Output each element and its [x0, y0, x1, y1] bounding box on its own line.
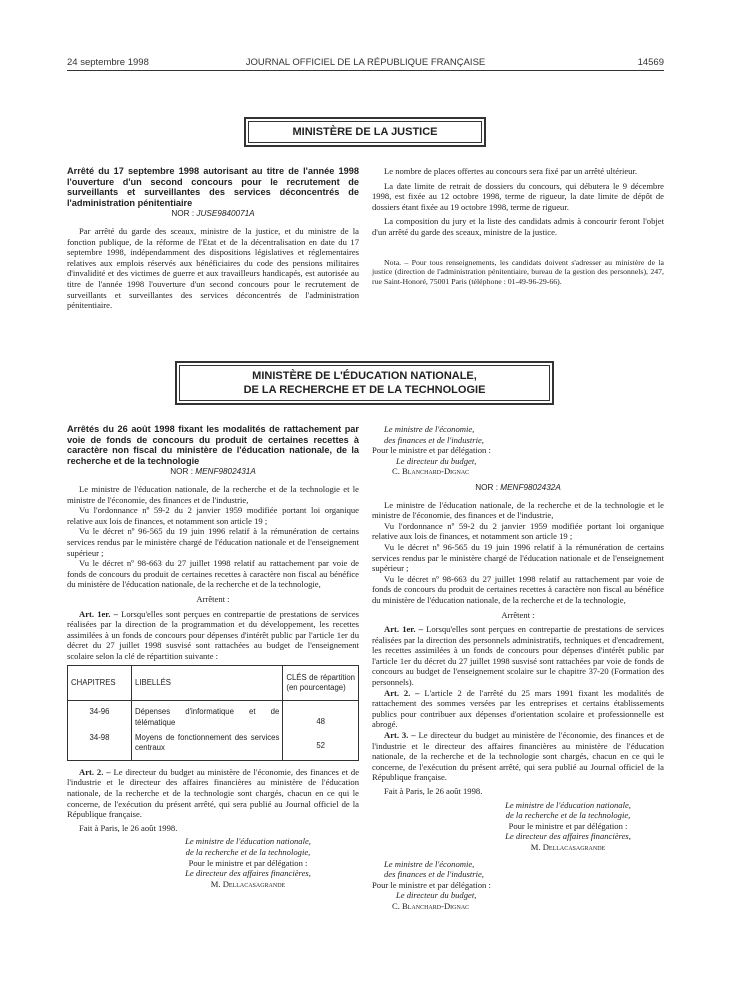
table-row: 34-96 Dépenses d'informatique et de télématique 48	[68, 701, 359, 731]
repartition-table	[67, 665, 359, 760]
justice-left-column	[67, 166, 359, 311]
education2-signature-block-2: Le ministre de l'économie, des finances et de l'industrie, Pour le ministre et par délégation : Le directeur du budget, C. Blanchard-Dignac	[372, 858, 491, 911]
justice-paragraph: La date limite de retrait de dossiers du concours, qui débutera le 9 décembre 1998, est fixée au 12 octobre 1998, terme de rigueur, la date limite de dépôt de dossiers étant fixée au 19 octobre 1998, terme de rigueur.	[372, 180, 664, 212]
education2-article-1: Art. 1er. – Lorsqu'elles sont perçues en contrepartie de prestations de services réalisées par la direction des personnels administratifs, techniques et d'encadrement, les recettes assimilées à un fonds de concours pour dépenses d'intérêt public par l'article 1er du décret du 27 juillet 1998 susvisé sont rattachées par voie de fonds de concours au budget de l'enseignement scolaire sur le chapitre 37-20 (Formation des personnels).	[372, 624, 664, 688]
header-journal: JOURNAL OFFICIEL DE LA RÉPUBLIQUE FRANÇAISE	[245, 57, 486, 68]
table-header-cles: CLÉS de répartition (en pourcentage)	[283, 666, 359, 701]
ministry-education-heading-line2: DE LA RECHERCHE ET DE LA TECHNOLOGIE	[243, 384, 486, 396]
education-paragraph: Vu le décret nº 98-663 du 27 juillet 1998 relatif au rattachement par voie de fonds de concours du produit de certaines recettes à caractère non fiscal au bénéfice du ministère de l'éducation nationale, de la recherche et de la technologie,	[372, 573, 664, 605]
ministry-justice-heading: MINISTÈRE DE LA JUSTICE	[248, 121, 482, 143]
justice-right-column	[372, 166, 664, 287]
education-arretent: Arrêtent :	[196, 593, 230, 604]
education-article-2: Art. 2. – Le directeur du budget au ministère de l'économie, des finances et de l'industrie et le directeur des affaires financières au ministère de l'éducation nationale, de la recherche et de la technologie sont chargés, chacun en ce qui le concerne, de l'exécution du présent arrêté, qui sera publié au Journal officiel de la République française.	[67, 766, 360, 820]
education-signature-block-1: Le ministre de l'éducation nationale, de la recherche et de la technologie, Pour le ministre et par délégation : Le directeur des affaires financières, M. Dellacasagrande	[185, 836, 311, 889]
education-right-column	[372, 424, 664, 912]
education-paragraph: Vu le décret nº 96-565 du 19 juin 1996 relatif à la rémunération de certains services rendus par le ministère chargé de l'éducation nationale et de l'enseignement supérieur ;	[372, 541, 664, 574]
table-header-libelles: LIBELLÉS	[132, 666, 283, 701]
ministry-education-heading-line1: MINISTÈRE DE L'ÉDUCATION NATIONALE,	[252, 370, 477, 382]
justice-paragraph: Le nombre de places offertes au concours sera fixé par un arrêté ultérieur.	[384, 166, 637, 176]
justice-paragraph: Par arrêté du garde des sceaux, ministre de la justice, et du ministre de la fonction publique, de la réforme de l'Etat et de la décentralisation en date du 17 septembre 1998, indépendamment des dispositions législatives et réglementaires relatives aux emplois réservés aux bénéficiaires du code des pensions militaires d'invalidité et des victimes de guerre et aux travailleurs handicapés, est autorisée au titre de l'année 1998 l'ouverture d'un second concours pour le recrutement de surveillants et surveillantes des services déconcentrés de l'administration pénitentiaire.	[67, 225, 359, 311]
justice-nor: NOR : JUSE9840071A	[171, 209, 255, 219]
education-left-column	[67, 424, 359, 889]
education-paragraph: Vu le décret nº 98-663 du 27 juillet 1998 relatif au rattachement par voie de fonds de concours du produit de certaines recettes à caractère non fiscal au bénéfice du ministère de l'éducation nationale, de la recherche et de la technologie,	[67, 558, 359, 590]
education-paragraph: Vu le décret nº 96-565 du 19 juin 1996 relatif à la rémunération de certains services rendus par le ministère chargé de l'éducation nationale et de l'enseignement supérieur ;	[67, 526, 359, 558]
header-page-number: 14569	[637, 57, 664, 68]
education-signature-block-2: Le ministre de l'économie, des finances et de l'industrie, Pour le ministre et par délégation : Le directeur du budget, C. Blanchard-Dignac	[372, 424, 491, 477]
education-paragraph: Vu l'ordonnance nº 59-2 du 2 janvier 1959 modifiée portant loi organique relative aux lois de finances, et notamment son article 19 ;	[67, 505, 359, 526]
header-date: 24 septembre 1998	[67, 57, 149, 68]
justice-nota: Nota. – Pour tous renseignements, les candidats doivent s'adresser au ministère de la justice (direction de l'administration pénitentiaire, bureau de la gestion des personnels), 247, rue Saint-Honoré, 75001 Paris (téléphone : 01-49-96-29-66).	[372, 257, 664, 287]
education-article-1: Art. 1er. – Lorsqu'elles sont perçues en contrepartie de prestations de services réalisées par la direction de la programmation et du développement, les recettes assimilées à un fonds de concours pour dépenses d'intérêt public par l'article 1er du décret du 27 juillet 1998 susvisé sont rattachées au budget de l'enseignement scolaire selon la clé de répartition suivante :	[67, 608, 359, 661]
education-fait-a-paris: Fait à Paris, le 26 août 1998.	[79, 822, 178, 833]
education-nor-1: NOR : MENF9802431A	[170, 467, 256, 477]
education-arretent-2: Arrêtent :	[501, 609, 535, 620]
justice-paragraph: La composition du jury et la liste des candidats admis à concourir feront l'objet d'un arrêté du garde des sceaux, ministre de la justice.	[372, 216, 664, 237]
ministry-education-box	[175, 361, 554, 405]
table-row: 34-98 Moyens de fonctionnement des services centraux 52	[68, 731, 359, 761]
education-paragraph: Le ministre de l'éducation nationale, de la recherche et de la technologie et le ministre de l'économie, des finances et de l'industrie,	[67, 483, 359, 505]
education2-signature-block-1: Le ministre de l'éducation nationale, de la recherche et de la technologie, Pour le ministre et par délégation : Le directeur des affaires financières, M. Dellacasagrande	[505, 799, 631, 852]
header-rule	[67, 70, 664, 71]
education2-article-3: Art. 3. – Le directeur du budget au ministère de l'économie, des finances et de l'industrie et le directeur des affaires financières au ministère de l'éducation nationale, de la recherche et de la technologie sont chargés, chacun en ce qui le concerne, de l'exécution du présent arrêté, qui sera publié au Journal officiel de la République française.	[372, 730, 665, 783]
education-nor-2: NOR : MENF9802432A	[475, 482, 561, 492]
education2-article-2: Art. 2. – L'article 2 de l'arrêté du 25 mars 1991 fixant les modalités de rattachement des sommes versées par les entreprises et certains établissements publics pour contribuer aux dépenses d'orientation scolaire et professionnelle est abrogé.	[372, 687, 664, 730]
education2-fait-a-paris: Fait à Paris, le 26 août 1998.	[384, 786, 483, 796]
education-paragraph: Le ministre de l'éducation nationale, de la recherche et de la technologie et le ministre de l'économie, des finances et de l'industrie,	[372, 499, 664, 521]
table-header-chapitres: CHAPITRES	[68, 666, 132, 701]
justice-arrete-title: Arrêté du 17 septembre 1998 autorisant au titre de l'année 1998 l'ouverture d'un second concours pour le recrutement de surveillants et surveillantes des services déconcentrés de l'administration pénitentiaire	[67, 166, 359, 208]
education-arretes-title: Arrêtés du 26 août 1998 fixant les modalités de rattachement par voie de fonds de concours du produit de certaines recettes à caractère non fiscal du ministère de l'éducation nationale, de la recherche et de la technologie	[67, 424, 359, 466]
education-paragraph: Vu l'ordonnance nº 59-2 du 2 janvier 1959 modifiée portant loi organique relative aux lois de finances, et notamment son article 19 ;	[372, 520, 664, 542]
ministry-justice-box	[244, 117, 486, 147]
